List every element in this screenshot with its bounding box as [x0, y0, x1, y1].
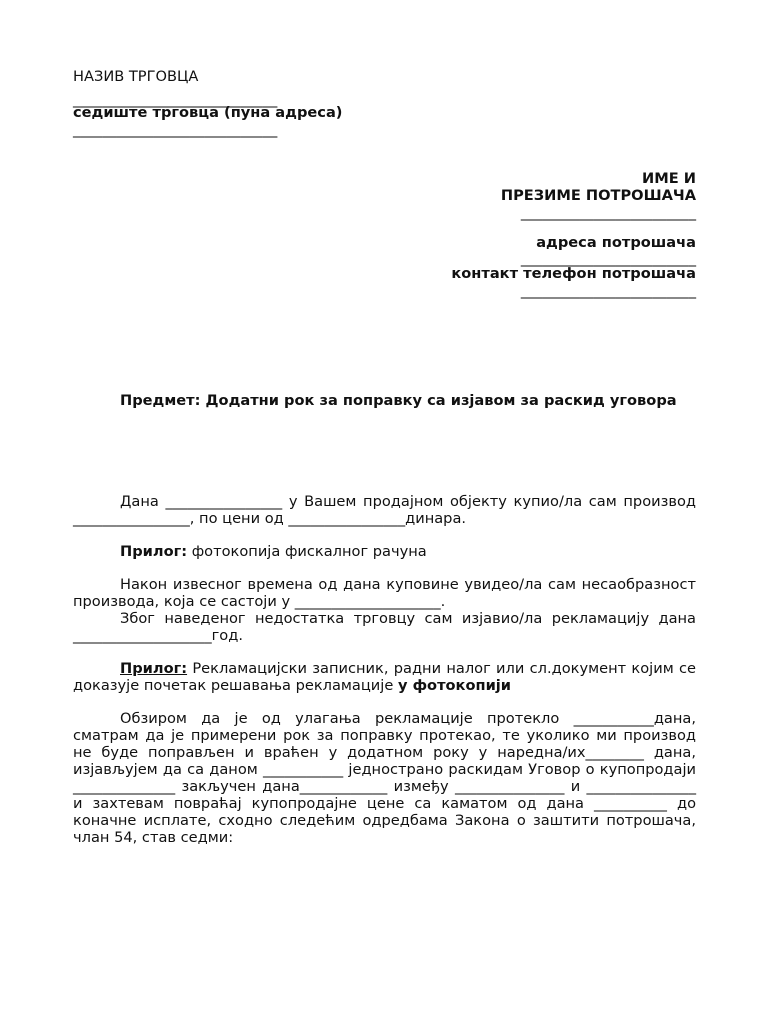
consumer-address-field-line: ________________________ [520, 250, 696, 267]
paragraph-complaint: Због наведеног недостатка трговцу сам изјавио/ла рекламацију дана ___________________год. [73, 610, 696, 644]
attachment-record-bold: у фотокопији [397, 677, 512, 694]
attachment-complaint-record [73, 660, 696, 694]
consumer-name-line1: ИМЕ И [642, 170, 696, 187]
subject-block [73, 392, 696, 409]
merchant-address-line: ____________________________ [73, 121, 278, 138]
merchant-address: седиште трговца (пуна адреса) [73, 104, 343, 121]
merchant-name-line: ____________________________ [73, 91, 278, 108]
consumer-block [380, 170, 696, 299]
attachment-receipt [73, 543, 696, 560]
consumer-name-line2: ПРЕЗИМЕ ПОТРОШАЧА [500, 187, 696, 204]
merchant-block [73, 68, 373, 138]
attachment-label-underlined: Прилог: [120, 660, 188, 677]
attachment-record-text: Рекламацијски записник, радни налог или сл.документ којим се доказује почетак решавања рекламације [73, 660, 696, 694]
paragraph-purchase: Дана ________________ у Вашем продајном објекту купио/ла сам производ ________________, по цени од ________________динара. [73, 493, 696, 527]
consumer-address: адреса потрошача [536, 234, 696, 251]
attachment-label: Прилог: [120, 543, 188, 560]
consumer-phone: контакт телефон потрошача [451, 265, 696, 282]
subject-text: Предмет: Додатни рок за поправку са изјавом за раскид уговора [120, 392, 677, 409]
attachment-text: фотокопија фискалног рачуна [187, 543, 427, 560]
consumer-name-field-line: ________________________ [520, 204, 696, 221]
paragraph-termination: Обзиром да је од улагања рекламације протекло ___________дана, сматрам да је примерени рок за поправку протекао, те уколико ми производ не буде поправљен и враћен у додатном року у наредна/их________ дана, изјављујем да са даном ___________ једнострано раскидам Уговор о купопродаји ______________ закључен дана____________ између _______________ и _______________ и захтевам повраћај купопродајне цене са каматом од дана __________ до коначне исплате, сходно следећим одредбама Закона о заштити потрошача, члан 54, став седми: [73, 710, 696, 846]
consumer-phone-field-line: ________________________ [520, 282, 696, 299]
letter-body [73, 493, 696, 846]
merchant-name: НАЗИВ ТРГОВЦА [73, 68, 199, 85]
paragraph-defect: Након извесног времена од дана куповине увидео/ла сам несаобразност производа, која се састоји у ____________________. [73, 576, 696, 610]
